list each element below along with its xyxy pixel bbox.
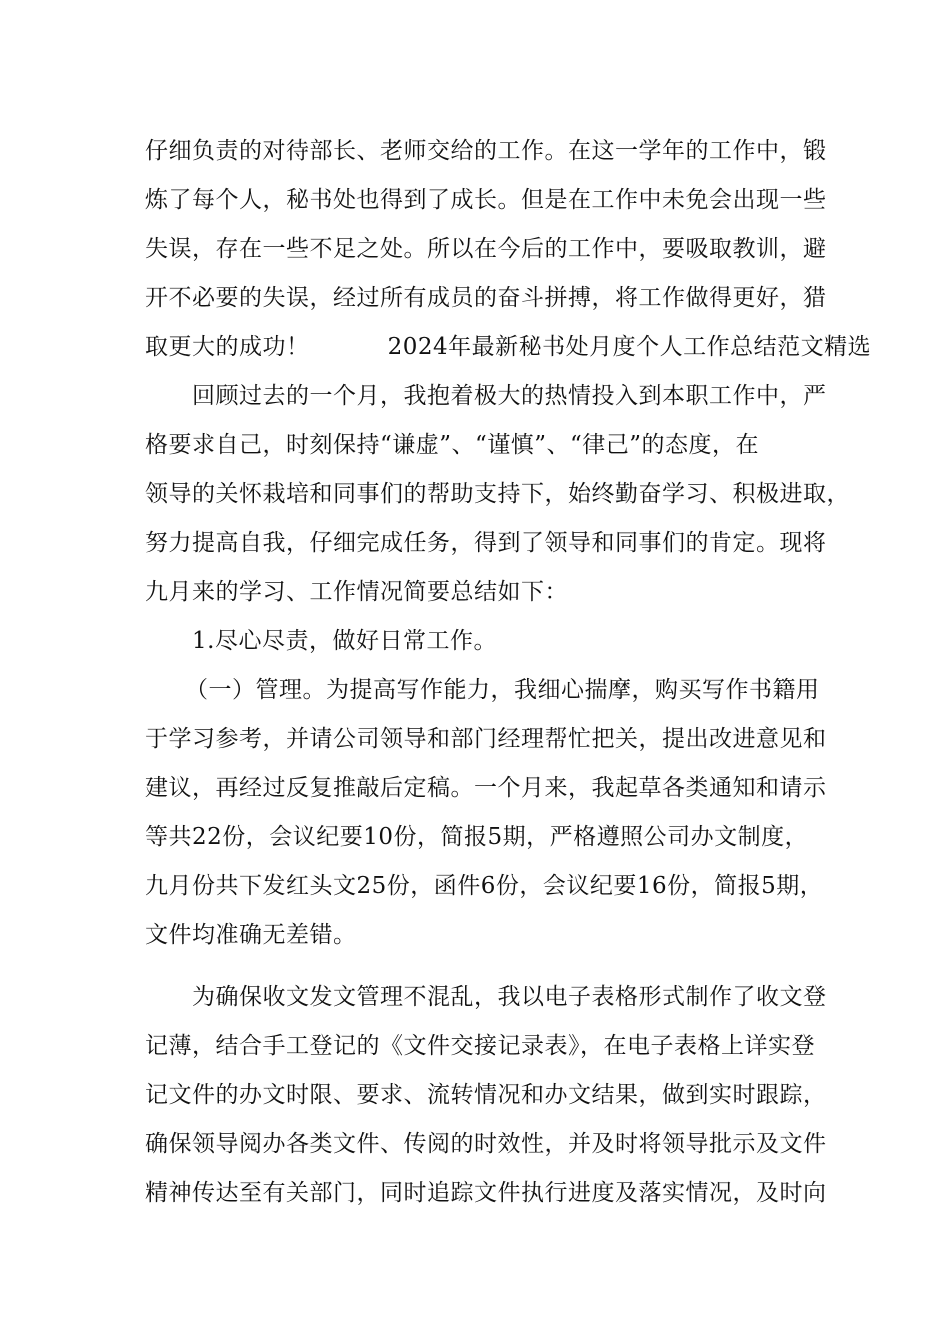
text-line: 努力提高自我，仔细完成任务，得到了领导和同事们的肯定。现将 [145, 530, 827, 556]
section-heading: 1.尽心尽责，做好日常工作。 [192, 628, 497, 654]
text-line: 记薄，结合手工登记的《文件交接记录表》，在电子表格上详实登 [145, 1033, 815, 1059]
text-line: 领导的关怀栽培和同事们的帮助支持下，始终勤奋学习、积极进取， [145, 481, 850, 507]
text-line: 精神传达至有关部门，同时追踪文件执行进度及落实情况，及时向 [145, 1180, 827, 1206]
text-line: 于学习参考，并请公司领导和部门经理帮忙把关，提出改进意见和 [145, 726, 827, 752]
text-line: 失误，存在一些不足之处。所以在今后的工作中，要吸取教训，避 [145, 236, 827, 262]
text-line: 建议，再经过反复推敲后定稿。一个月来，我起草各类通知和请示 [145, 775, 827, 801]
text-line: 确保领导阅办各类文件、传阅的时效性，并及时将领导批示及文件 [145, 1131, 827, 1157]
text-line: 格要求自己，时刻保持“谦虚”、“谨慎”、“律己”的态度，在 [145, 432, 760, 458]
text-line: 炼了每个人，秘书处也得到了成长。但是在工作中未免会出现一些 [145, 187, 827, 213]
text-line: 等共22份，会议纪要10份，简报5期，严格遵照公司办文制度， [145, 824, 809, 850]
text-line: 九月来的学习、工作情况简要总结如下： [145, 579, 568, 605]
text-line-with-title: 取更大的成功！ 2024年最新秘书处月度个人工作总结范文精选 [145, 334, 872, 360]
text-line: 文件均准确无差错。 [145, 922, 357, 948]
text-line: 仔细负责的对待部长、老师交给的工作。在这一学年的工作中，锻 [145, 138, 827, 164]
text-line: 为确保收文发文管理不混乱，我以电子表格形式制作了收文登 [192, 984, 827, 1010]
text-line: （一）管理。为提高写作能力，我细心揣摩，购买写作书籍用 [185, 677, 820, 703]
text-line: 开不必要的失误，经过所有成员的奋斗拼搏，将工作做得更好，猎 [145, 285, 827, 311]
text-line: 九月份共下发红头文25份，函件6份，会议纪要16份，简报5期， [145, 873, 824, 899]
text-line: 回顾过去的一个月，我抱着极大的热情投入到本职工作中，严 [192, 383, 827, 409]
text-line: 记文件的办文时限、要求、流转情况和办文结果，做到实时跟踪， [145, 1082, 827, 1108]
